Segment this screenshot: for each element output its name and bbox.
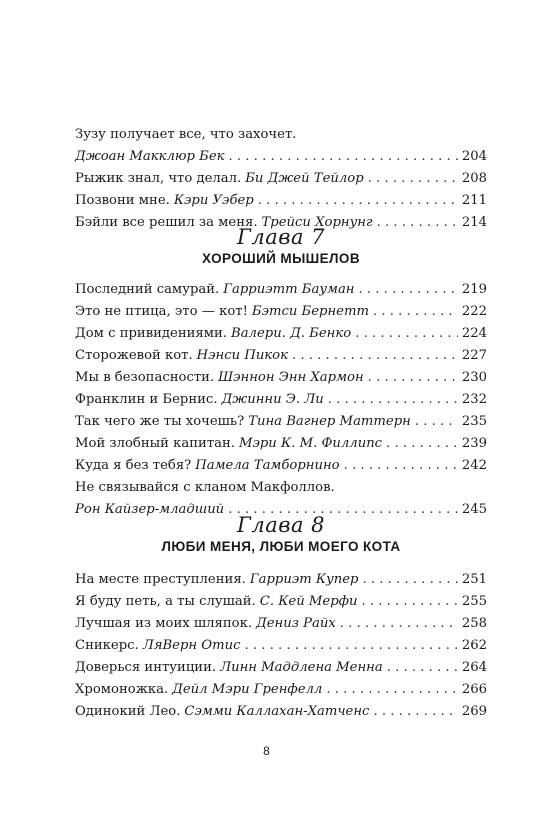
entry-page-number: 219 (461, 282, 487, 297)
entry-title: Бэйли все решил за меня. (75, 215, 258, 230)
entry-author: Памела Тамборнино (195, 458, 340, 473)
entry-page-number: 214 (461, 215, 487, 230)
entry-author: ЛяВерн Отис (142, 638, 241, 653)
entry-page-number: 242 (461, 458, 487, 473)
entry-author: Линн Маддлена Менна (220, 660, 383, 675)
entry-page-number: 227 (461, 348, 487, 363)
entry-author: Шэннон Энн Хармон (218, 370, 364, 385)
dot-leader (387, 657, 458, 679)
toc-entry (75, 411, 487, 433)
entry-author: Бэтси Бернетт (251, 304, 369, 319)
entry-title: Позвони мне. (75, 193, 170, 208)
entry-page-number: 235 (461, 414, 487, 429)
entry-author: Джинни Э. Ли (221, 392, 324, 407)
entry-author: Гарриэт Купер (249, 572, 359, 587)
entry-page-number: 208 (461, 171, 487, 186)
entry-page-number: 269 (461, 704, 487, 719)
entry-page-number: 266 (461, 682, 487, 697)
toc-entry (75, 569, 487, 591)
entry-title: Куда я без тебя? (75, 458, 192, 473)
toc-entry (75, 591, 487, 613)
entry-title: Зузу получает все, что захочет. (75, 127, 297, 142)
entry-author: Би Джей Тейлор (245, 171, 364, 186)
entry-author: Нэнси Пикок (196, 348, 288, 363)
entry-page-number: 258 (461, 616, 487, 631)
entry-title: Мой злобный капитан. (75, 436, 235, 451)
toc-entry (75, 279, 487, 301)
entry-title: На месте преступления. (75, 572, 246, 587)
entry-author: Дейл Мэри Гренфелл (172, 682, 323, 697)
toc-entry (75, 190, 487, 212)
entry-title: Дом с привидениями. (75, 326, 227, 341)
dot-leader (415, 411, 458, 433)
entry-author: Мэри К. М. Филлипс (238, 436, 383, 451)
dot-leader (361, 591, 457, 613)
toc-section-chapter-8 (75, 569, 487, 723)
entry-page-number: 251 (461, 572, 487, 587)
entry-page-number: 239 (461, 436, 487, 451)
toc-entry (75, 301, 487, 323)
entry-author: Дениз Райх (256, 616, 336, 631)
dot-leader (368, 168, 458, 190)
entry-title: Рыжик знал, что делал. (75, 171, 242, 186)
entry-title: Сникерс. (75, 638, 139, 653)
entry-title: Мы в безопасности. (75, 370, 215, 385)
toc-entry (75, 657, 487, 679)
toc-entry (75, 323, 487, 345)
entry-title: Последний самурай. (75, 282, 220, 297)
dot-leader (229, 146, 458, 168)
dot-leader (326, 679, 457, 701)
entry-page-number: 264 (461, 660, 487, 675)
dot-leader (292, 345, 458, 367)
toc-entry (75, 124, 487, 146)
toc-entry (75, 146, 487, 168)
entry-page-number: 222 (461, 304, 487, 319)
entry-author: Сэмми Каллахан-Хатченс (184, 704, 370, 719)
chapter-label: Глава 7 (236, 225, 326, 249)
chapter-8-heading (75, 512, 487, 556)
entry-title: Сторожевой кот. (75, 348, 193, 363)
entry-title: Доверься интуиции. (75, 660, 217, 675)
toc-entry (75, 367, 487, 389)
dot-leader (328, 389, 458, 411)
entry-title: Франклин и Бернис. (75, 392, 218, 407)
entry-author: Тина Вагнер Маттерн (248, 414, 411, 429)
dot-leader (373, 701, 457, 723)
entry-title: Лучшая из моих шляпок. (75, 616, 253, 631)
dot-leader (368, 367, 458, 389)
entry-title: Хромоножка. (75, 682, 169, 697)
entry-page-number: 255 (461, 594, 487, 609)
dot-leader (355, 323, 458, 345)
entry-title: Одинокий Лео. (75, 704, 181, 719)
dot-leader (363, 569, 458, 591)
entry-author: Рон Кайзер-младший (75, 502, 225, 517)
toc-section-intro (75, 124, 487, 234)
toc-entry (75, 455, 487, 477)
dot-leader (245, 635, 458, 657)
toc-entry (75, 168, 487, 190)
dot-leader (386, 433, 458, 455)
dot-leader (258, 190, 458, 212)
chapter-label: Глава 8 (236, 513, 326, 537)
toc-section-chapter-7 (75, 279, 487, 521)
toc-entry (75, 679, 487, 701)
entry-author: Джоан Макклюр Бек (75, 149, 225, 164)
toc-entry (75, 477, 487, 499)
entry-page-number: 211 (461, 193, 487, 208)
entry-title: Это не птица, это — кот! (75, 304, 248, 319)
toc-entry (75, 345, 487, 367)
dot-leader (359, 279, 458, 301)
entry-author: Валери. Д. Бенко (231, 326, 352, 341)
dot-leader (373, 301, 458, 323)
entry-page-number: 262 (461, 638, 487, 653)
entry-title: Я буду петь, а ты слушай. (75, 594, 256, 609)
toc-entry (75, 635, 487, 657)
chapter-7-heading (75, 224, 487, 268)
entry-author: С. Кей Мерфи (259, 594, 358, 609)
toc-entry (75, 433, 487, 455)
dot-leader (340, 613, 458, 635)
toc-entry (75, 701, 487, 723)
entry-author: Гарриэтт Бауман (223, 282, 355, 297)
entry-author: Кэри Уэбер (173, 193, 254, 208)
entry-page-number: 204 (461, 149, 487, 164)
entry-title: Так чего же ты хочешь? (75, 414, 245, 429)
page-number: 8 (263, 744, 270, 758)
entry-page-number: 232 (461, 392, 487, 407)
chapter-title: ЛЮБИ МЕНЯ, ЛЮБИ МОЕГО КОТА (161, 539, 401, 554)
chapter-title: ХОРОШИЙ МЫШЕЛОВ (202, 251, 360, 266)
toc-entry (75, 613, 487, 635)
dot-leader (344, 455, 458, 477)
entry-page-number: 230 (461, 370, 487, 385)
entry-page-number: 224 (461, 326, 487, 341)
entry-title: Не связывайся с кланом Макфоллов. (75, 480, 335, 495)
entry-author: Трейси Хорнунг (261, 215, 373, 230)
entry-page-number: 245 (461, 502, 487, 517)
toc-entry (75, 389, 487, 411)
